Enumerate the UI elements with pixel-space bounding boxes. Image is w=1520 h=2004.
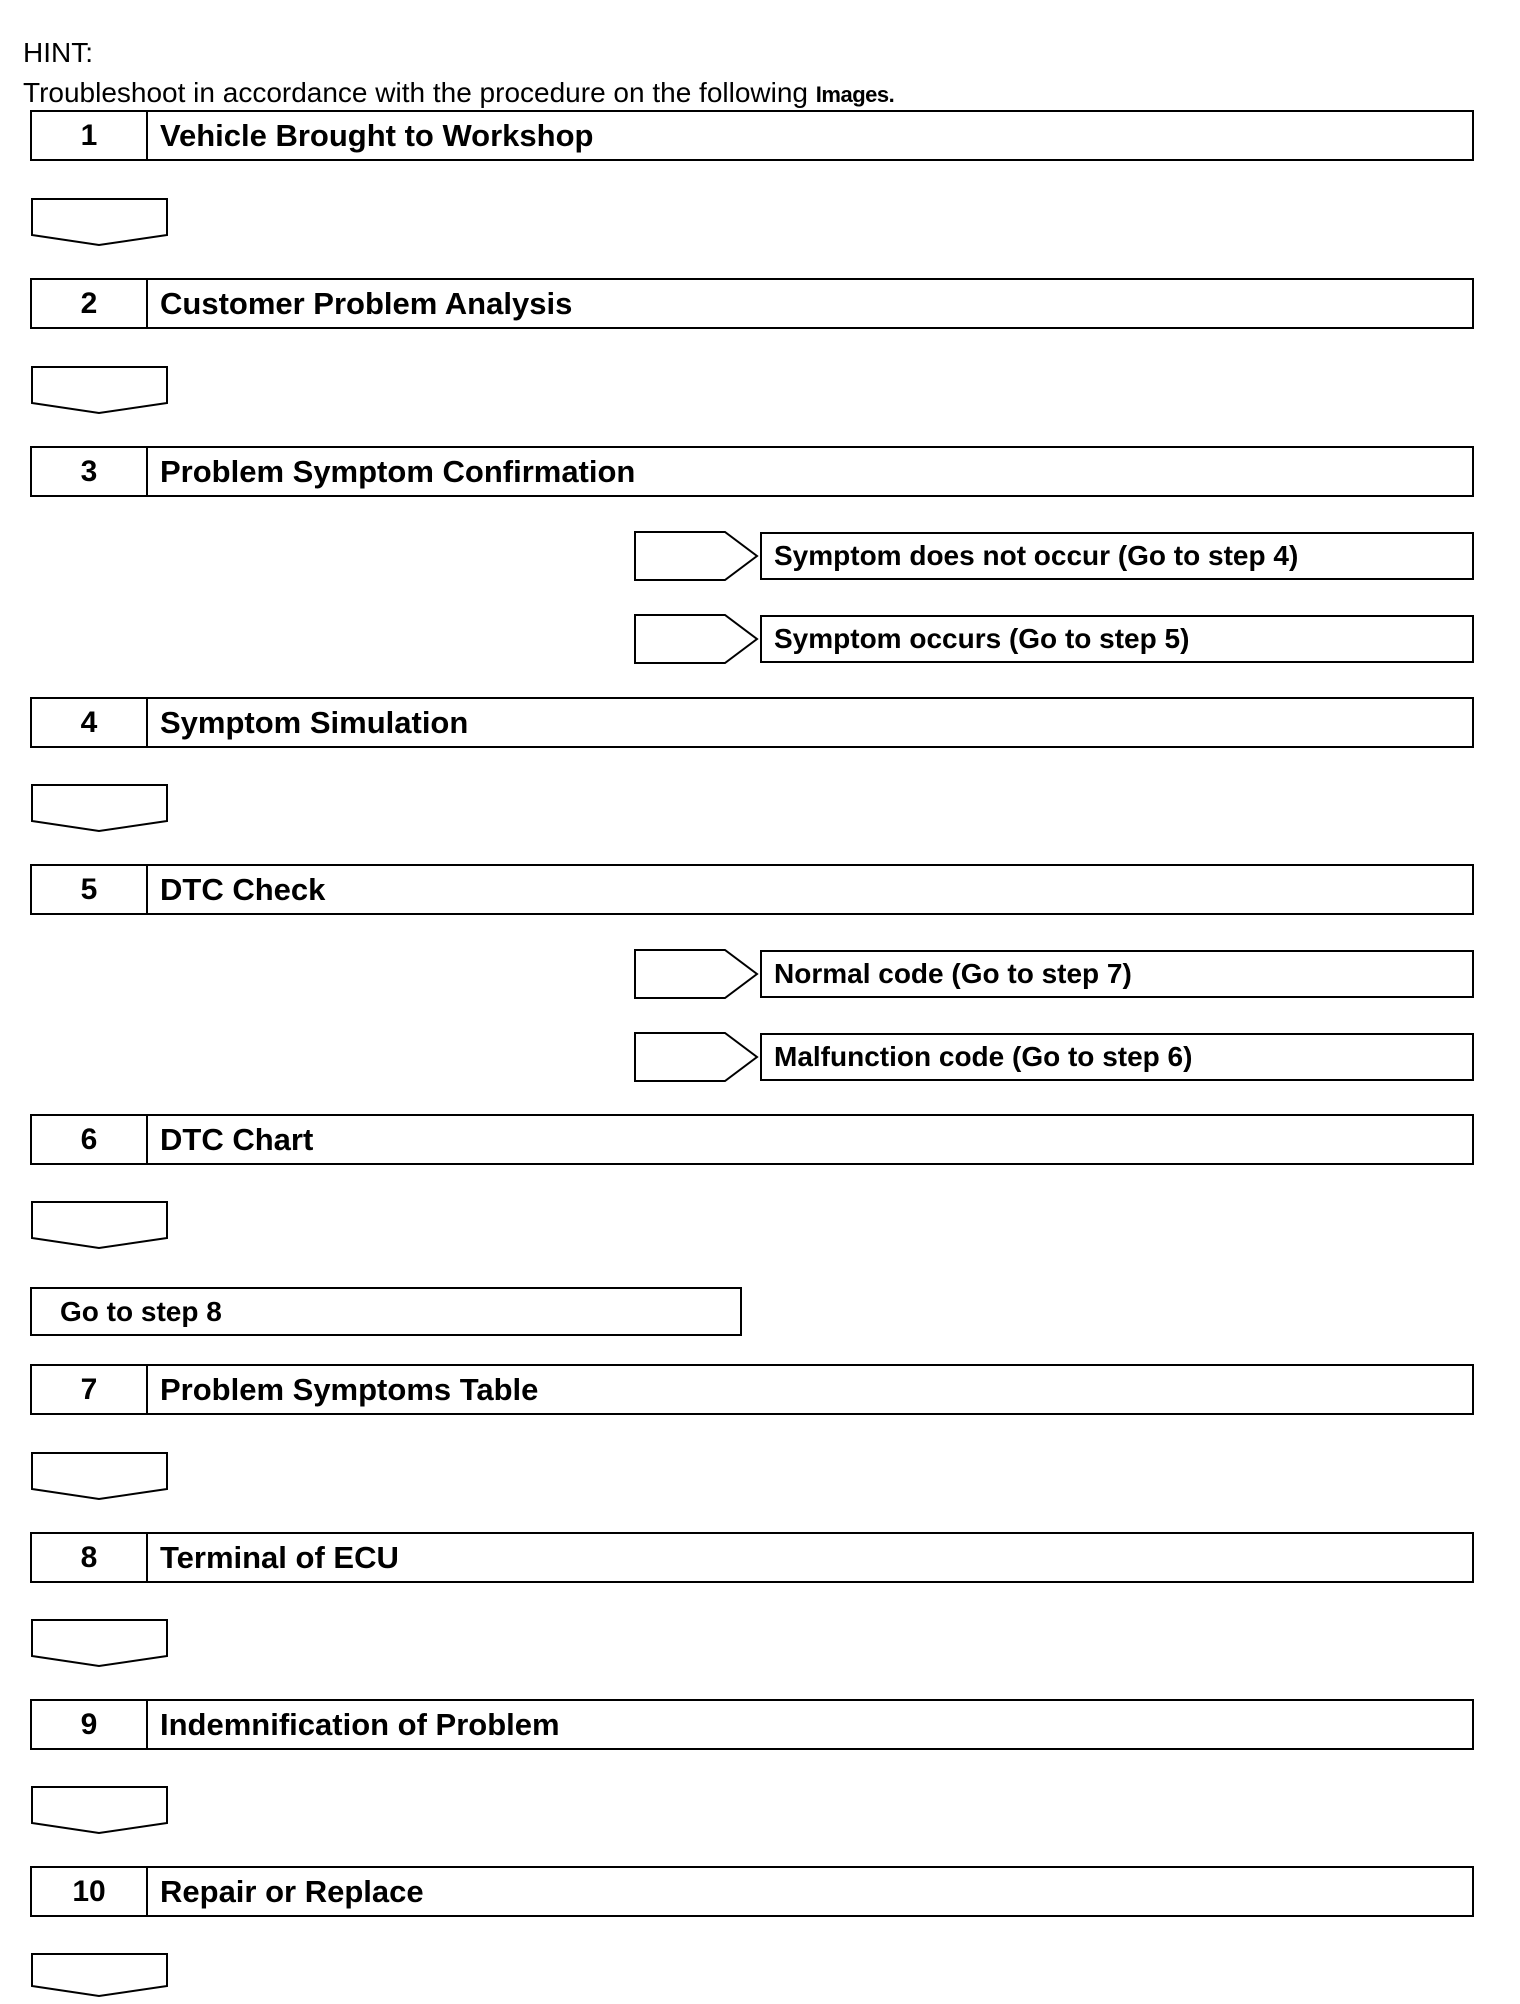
step-title: DTC Chart [160, 1121, 314, 1157]
step-9-box [30, 1699, 1474, 1750]
down-arrow-icon [30, 1618, 170, 1670]
step-2-box [30, 278, 1474, 329]
step-3-box [30, 446, 1474, 497]
step-title: Symptom Simulation [160, 704, 469, 740]
branch-label: Normal code (Go to step 7) [760, 950, 1474, 998]
step-number: 5 [32, 866, 148, 913]
step-4-box [30, 697, 1474, 748]
hint-text [23, 76, 894, 112]
branch-symptom-occurs [633, 613, 1478, 665]
down-arrow-icon [30, 1785, 170, 1837]
step-number: 8 [32, 1534, 148, 1581]
step-number: 2 [32, 280, 148, 327]
step-title: Customer Problem Analysis [160, 285, 573, 321]
step-number: 9 [32, 1701, 148, 1748]
step-number: 10 [32, 1868, 148, 1915]
branch-malfunction-code [633, 1031, 1478, 1083]
down-arrow-icon [30, 1200, 170, 1252]
step-6-box [30, 1114, 1474, 1165]
goto-step-8-box: Go to step 8 [30, 1287, 742, 1336]
right-arrow-icon [633, 948, 759, 1000]
branch-symptom-not-occur [633, 530, 1478, 582]
down-arrow-icon [30, 197, 170, 249]
step-number: 4 [32, 699, 148, 746]
branch-normal-code [633, 948, 1478, 1000]
hint-text-images: Images. [815, 82, 895, 107]
branch-label: Malfunction code (Go to step 6) [760, 1033, 1474, 1081]
step-8-box [30, 1532, 1474, 1583]
step-number: 3 [32, 448, 148, 495]
step-10-box [30, 1866, 1474, 1917]
step-title: DTC Check [160, 871, 326, 907]
step-7-box [30, 1364, 1474, 1415]
down-arrow-icon [30, 783, 170, 835]
step-1-box [30, 110, 1474, 161]
step-title: Indemnification of Problem [160, 1706, 560, 1742]
branch-label: Symptom occurs (Go to step 5) [760, 615, 1474, 663]
right-arrow-icon [633, 1031, 759, 1083]
down-arrow-icon [30, 1952, 170, 2004]
hint-title: HINT: [23, 37, 93, 68]
right-arrow-icon [633, 530, 759, 582]
step-title: Problem Symptom Confirmation [160, 453, 636, 489]
step-5-box [30, 864, 1474, 915]
step-number: 1 [32, 112, 148, 159]
step-title: Repair or Replace [160, 1873, 424, 1909]
step-title: Vehicle Brought to Workshop [160, 117, 594, 153]
step-number: 7 [32, 1366, 148, 1413]
down-arrow-icon [30, 1451, 170, 1503]
step-number: 6 [32, 1116, 148, 1163]
down-arrow-icon [30, 365, 170, 417]
hint-text-main: Troubleshoot in accordance with the procedure on the following [23, 77, 816, 108]
step-title: Terminal of ECU [160, 1539, 399, 1575]
right-arrow-icon [633, 613, 759, 665]
step-title: Problem Symptoms Table [160, 1371, 539, 1407]
branch-label: Symptom does not occur (Go to step 4) [760, 532, 1474, 580]
